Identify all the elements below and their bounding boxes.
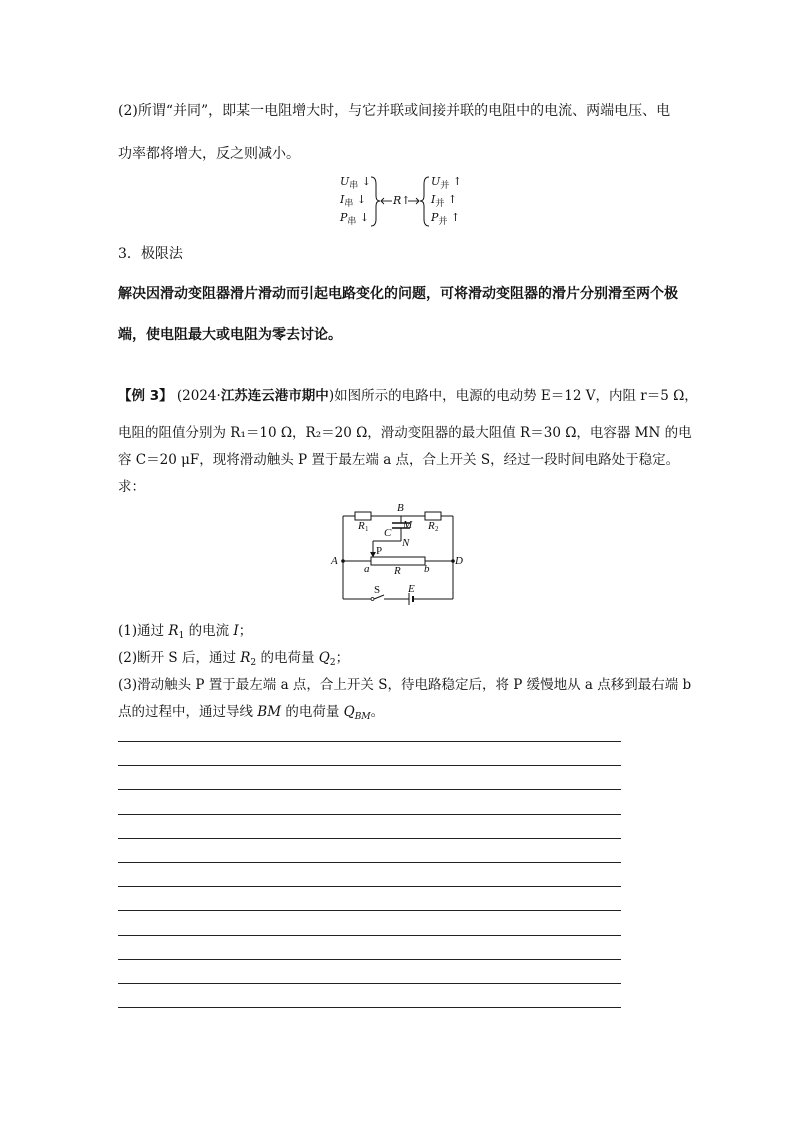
- label-r2-sub: 2: [435, 525, 439, 533]
- example-source-year: (2024·: [176, 388, 221, 404]
- question-1: (1)通过 $R_1$ 的电流 I；: [118, 623, 253, 641]
- formula-right-2: $I_并$ ↑: [431, 193, 458, 209]
- slider-arrow-head: [371, 552, 376, 557]
- label-r2: R: [428, 520, 435, 532]
- label-m: M: [403, 519, 413, 531]
- formula-left-1: $U_串$ ↓: [340, 175, 372, 191]
- node-a: [341, 559, 345, 563]
- answer-line: [118, 741, 621, 742]
- question-3-line-2: 点的过程中，通过导线 BM 的电荷量 $Q_{BM}$。: [118, 704, 385, 722]
- label-r1: R: [358, 520, 365, 532]
- resistor-r2: [425, 512, 441, 520]
- answer-line: [118, 910, 621, 911]
- answer-line: [118, 862, 621, 863]
- example-line-4: 求：: [118, 479, 145, 495]
- formula-right-3: $P_并$ ↑: [431, 211, 461, 227]
- label-b-end: b: [424, 563, 430, 575]
- example-line-1-rest: 如图所示的电路中，电源的电动势 E＝12 V，内阻 r＝5 Ω，: [334, 388, 698, 404]
- rheostat-r: [371, 557, 425, 565]
- section-heading: 3．极限法: [118, 246, 183, 262]
- formula-center: R↑: [393, 194, 411, 207]
- label-r: R: [394, 565, 401, 577]
- label-b: B: [397, 502, 404, 514]
- example-line-2: 电阻的阻值分别为 R₁＝10 Ω，R₂＝20 Ω，滑动变阻器的最大阻值 R＝30 Ω，电容器 MN 的电: [118, 425, 692, 441]
- example-line-3: 容 C＝20 μF，现将滑动触头 P 置于最左端 a 点，合上开关 S，经过一段时间电路处于稳定。: [118, 452, 680, 468]
- example-source-close: ): [328, 388, 335, 404]
- answer-line: [118, 814, 621, 815]
- label-s: S: [374, 584, 381, 596]
- answer-line: [118, 983, 621, 984]
- answer-line: [118, 789, 621, 790]
- label-n: N: [402, 537, 410, 549]
- formula-left-2: $I_串$ ↓: [340, 193, 367, 209]
- answer-line: [118, 886, 621, 887]
- answer-line: [118, 838, 621, 839]
- example-tag: 【例 3】: [118, 388, 173, 404]
- label-p: P: [376, 545, 383, 557]
- para-line-2: 功率都将增大，反之则减小。: [118, 146, 300, 162]
- resistor-r1: [355, 512, 371, 520]
- answer-line: [118, 765, 621, 766]
- label-a-node: A: [331, 555, 338, 567]
- label-d: D: [455, 555, 463, 567]
- label-e: E: [408, 583, 415, 595]
- section-line-2: 端，使电阻最大或电阻为零去讨论。: [118, 327, 342, 343]
- question-3-line-1: (3)滑动触头 P 置于最左端 a 点，合上开关 S，待电路稳定后，将 P 缓慢地从 a 点移到最右端 b: [118, 677, 692, 693]
- section-line-1: 解决因滑动变阻器滑片滑动而引起电路变化的问题，可将滑动变阻器的滑片分别滑至两个极: [118, 286, 678, 302]
- label-a: a: [364, 563, 370, 575]
- circuit-diagram: [325, 500, 475, 605]
- formula-diagram: [335, 172, 465, 230]
- label-r1-sub: 1: [365, 525, 369, 533]
- formula-left-3: $P_串$ ↓: [340, 211, 370, 227]
- example-source-place: 江苏连云港市期中: [220, 388, 329, 404]
- answer-line: [118, 1007, 621, 1008]
- label-c: C: [384, 527, 392, 539]
- question-2: (2)断开 S 后，通过 $R_2$ 的电荷量 $Q_2$；: [118, 650, 350, 668]
- formula-right-1: $U_并$ ↑: [431, 175, 463, 191]
- example-line-1: [118, 384, 698, 404]
- para-line-1: (2)所谓“并同”，即某一电阻增大时，与它并联或间接并联的电阻中的电流、两端电压、电: [118, 103, 671, 119]
- answer-line: [118, 959, 621, 960]
- answer-line: [118, 935, 621, 936]
